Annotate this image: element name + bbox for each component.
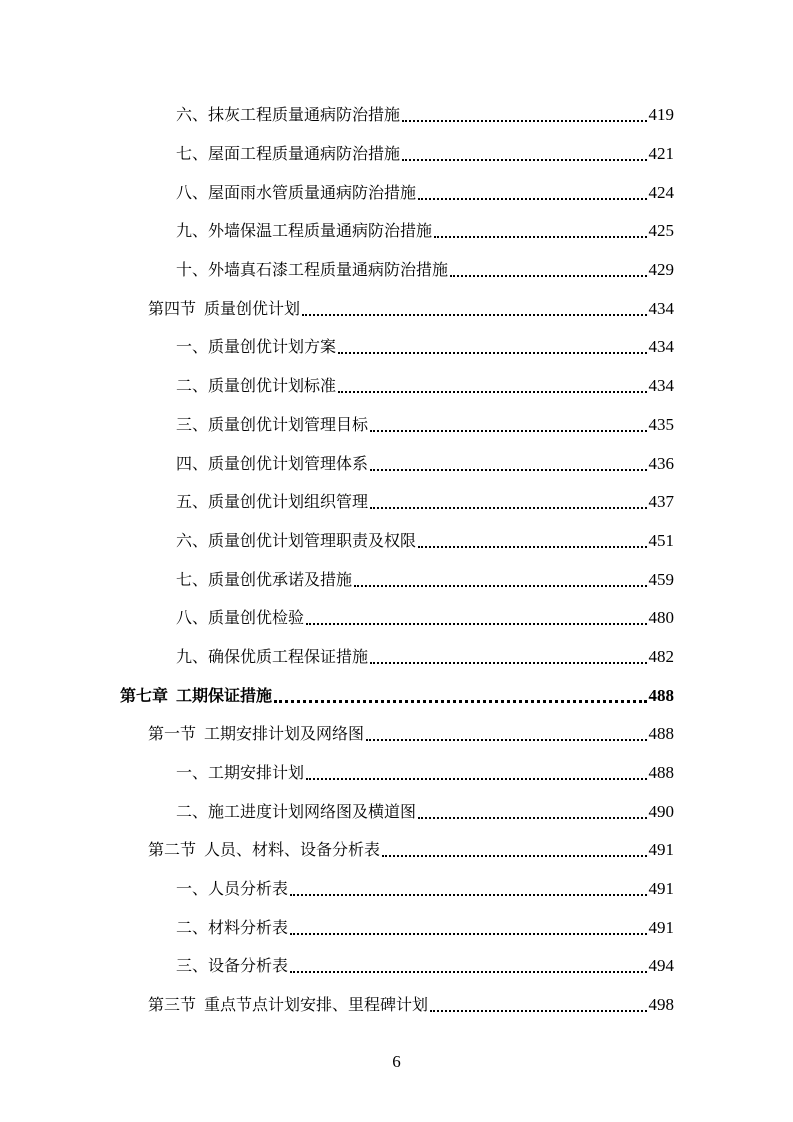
toc-dot-leader: [370, 469, 646, 471]
toc-entry-title-text: 一、人员分析表: [176, 879, 289, 899]
toc-subsection-entry[interactable]: [0, 754, 793, 793]
toc-entry-title: [176, 879, 288, 899]
toc-entry-title: [176, 918, 288, 938]
toc-entry-title: [176, 454, 368, 474]
toc-entry-title-text: 工期安排计划及网络图: [204, 724, 365, 744]
toc-entry-title-text: 二、材料分析表: [176, 917, 289, 937]
toc-dot-leader: [418, 198, 646, 200]
toc-entry-title: [176, 492, 368, 512]
toc-entry-page-number: 480: [648, 608, 674, 628]
toc-entry-section-label: 第四节: [148, 298, 197, 318]
toc-dot-leader: [354, 585, 646, 587]
toc-entry-page-number: 488: [648, 724, 674, 744]
toc-entry-page-number: 436: [648, 453, 674, 473]
toc-entry-page-number: 421: [648, 144, 674, 164]
toc-dot-leader: [306, 778, 646, 780]
toc-entry-title: [176, 337, 336, 357]
toc-subsection-entry[interactable]: [0, 406, 793, 445]
table-of-contents: [0, 96, 793, 1025]
toc-entry-section-label: 第二节: [148, 840, 197, 860]
toc-entry-title-text: 四、质量创优计划管理体系: [176, 453, 369, 473]
toc-dot-leader: [418, 817, 646, 819]
toc-dot-leader: [430, 1010, 646, 1012]
toc-entry-section-label: 第三节: [148, 995, 197, 1015]
toc-entry-title: [176, 376, 336, 396]
toc-entry-title-text: 七、质量创优承诺及措施: [176, 569, 353, 589]
toc-entry-title: [120, 686, 272, 706]
toc-entry-title-text: 二、质量创优计划标准: [176, 376, 337, 396]
toc-subsection-entry[interactable]: [0, 483, 793, 522]
toc-dot-leader: [306, 623, 646, 625]
toc-entry-title: [176, 105, 400, 125]
toc-entry-title-text: 工期保证措施: [176, 685, 273, 705]
toc-entry-title-text: 三、设备分析表: [176, 956, 289, 976]
toc-section-entry[interactable]: [0, 289, 793, 328]
toc-dot-leader: [366, 739, 646, 741]
toc-entry-title-text: 一、质量创优计划方案: [176, 337, 337, 357]
toc-dot-leader: [402, 159, 646, 161]
toc-entry-title: [148, 299, 300, 319]
toc-entry-title: [148, 724, 364, 744]
toc-entry-page-number: 494: [648, 956, 674, 976]
toc-entry-page-number: 434: [648, 298, 674, 318]
toc-entry-page-number: 490: [648, 801, 674, 821]
toc-subsection-entry[interactable]: [0, 599, 793, 638]
toc-entry-title-text: 三、质量创优计划管理目标: [176, 414, 369, 434]
toc-section-entry[interactable]: [0, 986, 793, 1025]
toc-dot-leader: [418, 546, 646, 548]
toc-dot-leader: [338, 352, 646, 354]
toc-dot-leader: [402, 120, 646, 122]
toc-entry-page-number: 488: [648, 685, 674, 705]
toc-dot-leader: [434, 236, 646, 238]
toc-entry-page-number: 429: [648, 260, 674, 280]
toc-entry-title-text: 二、施工进度计划网络图及横道图: [176, 801, 417, 821]
toc-entry-title: [176, 608, 304, 628]
toc-dot-leader: [302, 314, 646, 316]
toc-subsection-entry[interactable]: [0, 638, 793, 677]
toc-entry-section-label: 第一节: [148, 724, 197, 744]
toc-entry-title-text: 七、屋面工程质量通病防治措施: [176, 144, 401, 164]
toc-subsection-entry[interactable]: [0, 96, 793, 135]
toc-subsection-entry[interactable]: [0, 870, 793, 909]
toc-subsection-entry[interactable]: [0, 251, 793, 290]
toc-dot-leader: [382, 855, 646, 857]
toc-entry-title: [176, 144, 400, 164]
toc-entry-page-number: 488: [648, 763, 674, 783]
toc-subsection-entry[interactable]: [0, 522, 793, 561]
toc-entry-title-text: 人员、材料、设备分析表: [204, 840, 381, 860]
toc-dot-leader: [338, 391, 646, 393]
page-number: 6: [392, 1052, 401, 1071]
toc-subsection-entry[interactable]: [0, 367, 793, 406]
toc-entry-title: [148, 840, 380, 860]
toc-entry-title: [176, 802, 416, 822]
toc-entry-title: [148, 995, 428, 1015]
toc-subsection-entry[interactable]: [0, 212, 793, 251]
toc-dot-leader: [290, 933, 646, 935]
toc-chapter-entry[interactable]: [0, 676, 793, 715]
toc-entry-page-number: 491: [648, 879, 674, 899]
toc-dot-leader: [450, 275, 646, 277]
toc-entry-title-text: 六、抹灰工程质量通病防治措施: [176, 105, 401, 125]
toc-entry-page-number: 434: [648, 376, 674, 396]
toc-entry-title: [176, 570, 352, 590]
toc-entry-page-number: 482: [648, 646, 674, 666]
toc-entry-page-number: 419: [648, 105, 674, 125]
toc-entry-title: [176, 260, 448, 280]
toc-entry-title-text: 九、外墙保温工程质量通病防治措施: [176, 221, 433, 241]
toc-entry-title-text: 六、质量创优计划管理职责及权限: [176, 530, 417, 550]
toc-entry-title: [176, 183, 416, 203]
toc-dot-leader: [290, 971, 646, 973]
toc-entry-page-number: 459: [648, 569, 674, 589]
toc-subsection-entry[interactable]: [0, 947, 793, 986]
toc-dot-leader: [370, 662, 646, 664]
toc-subsection-entry[interactable]: [0, 173, 793, 212]
toc-subsection-entry[interactable]: [0, 792, 793, 831]
toc-entry-title-text: 质量创优计划: [204, 298, 301, 318]
toc-section-entry[interactable]: [0, 831, 793, 870]
toc-dot-leader: [370, 507, 646, 509]
toc-entry-title-text: 一、工期安排计划: [176, 763, 305, 783]
toc-dot-leader: [290, 894, 646, 896]
toc-entry-page-number: 491: [648, 840, 674, 860]
toc-subsection-entry[interactable]: [0, 560, 793, 599]
toc-entry-title-text: 八、屋面雨水管质量通病防治措施: [176, 182, 417, 202]
toc-entry-title-text: 重点节点计划安排、里程碑计划: [204, 995, 429, 1015]
toc-entry-page-number: 451: [648, 530, 674, 550]
toc-dot-leader: [370, 430, 646, 432]
toc-entry-title-text: 十、外墙真石漆工程质量通病防治措施: [176, 260, 449, 280]
toc-entry-title: [176, 763, 304, 783]
toc-entry-title: [176, 647, 368, 667]
toc-entry-page-number: 425: [648, 221, 674, 241]
toc-entry-page-number: 435: [648, 414, 674, 434]
toc-entry-title: [176, 956, 288, 976]
toc-entry-page-number: 437: [648, 492, 674, 512]
toc-entry-page-number: 498: [648, 995, 674, 1015]
toc-entry-page-number: 491: [648, 917, 674, 937]
toc-subsection-entry[interactable]: [0, 908, 793, 947]
toc-entry-title-text: 九、确保优质工程保证措施: [176, 646, 369, 666]
toc-entry-section-label: 第七章: [120, 685, 169, 705]
toc-entry-title: [176, 221, 432, 241]
toc-entry-title-text: 八、质量创优检验: [176, 608, 305, 628]
toc-entry-title: [176, 415, 368, 435]
toc-entry-page-number: 434: [648, 337, 674, 357]
toc-entry-title: [176, 531, 416, 551]
toc-subsection-entry[interactable]: [0, 444, 793, 483]
toc-subsection-entry[interactable]: [0, 135, 793, 174]
toc-dot-leader: [274, 700, 646, 703]
toc-subsection-entry[interactable]: [0, 328, 793, 367]
toc-section-entry[interactable]: [0, 715, 793, 754]
toc-entry-title-text: 五、质量创优计划组织管理: [176, 492, 369, 512]
toc-entry-page-number: 424: [648, 182, 674, 202]
